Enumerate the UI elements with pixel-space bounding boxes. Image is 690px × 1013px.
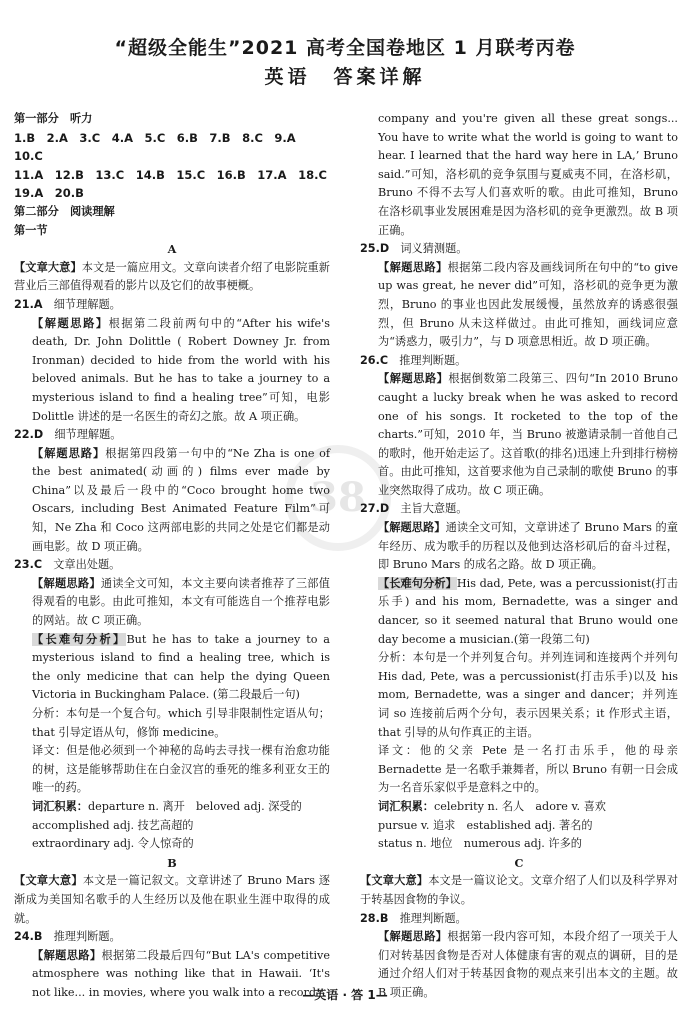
page-header (0, 36, 690, 92)
q25-explanation: 【解题思路】根据第二段内容及画线词所在句中的“to give up was great, he never did”可知，洛杉矶的竞争更为激烈，Bruno 的事业也因此发展缓慢，虽然放弃的诱惑很强烈，但 Bruno 从未这样做过。由此可推知，画线词应意为“诱惑力，吸引力”，与 D 项意思相近。故 D 项正确。 (378, 260, 678, 349)
passage-a-label: A (167, 242, 177, 257)
question-28: 28.B 推理判断题。 (360, 911, 467, 925)
page-title: “超级全能生”2021 高考全国卷地区 1 月联考丙卷 (114, 37, 576, 59)
translation-b: 译文：他的父亲 Pete 是一名打击乐手，他的母亲 Bernadette 是一名歌手兼舞者，所以 Bruno 有朝一日会成为一名音乐家似乎是意料之中的。 (378, 744, 678, 795)
q22-explanation: 【解题思路】根据第四段第一句中的“Ne Zha is one of the best animated(动画的) films ever made by China”以及最后一段中的“Coco brought home two Oscars, including Best Animated Feature Film”可知，Ne Zha 和 Coco 这两部电影的共同之处是它们都是动画电影。故 D 项正确。 (32, 446, 330, 553)
section1-title: 第一节 (14, 223, 48, 237)
q26-explanation: 【解题思路】根据倒数第二段第三、四句“In 2010 Bruno caught a lucky break when he was asked to record one of his songs. It rocketed to the top of the charts.”可知，2010 年，当 Bruno 被邀请录制一首他自己的歌时，他开始走运了。这首歌(的排名)迅速上升到排行榜榜首。由此可推知，这首要求他为自己录制的歌使 Bruno 的事业突然取得了成功。故 C 项正确。 (378, 372, 678, 497)
passage-a-summary: 【文章大意】本文是一篇应用文。文章向读者介绍了电影院重新营业后三部值得观看的影片以及它们的故事梗概。 (14, 260, 330, 293)
q28-explanation: 【解题思路】根据第一段内容可知，本段介绍了一项关于人们对转基因食物是否对人体健康有害的观点的调研，目的是通过介绍人们对于转基因食物的观点来引出本文的主题。故 B 项正确。 (378, 930, 678, 999)
answer-row: 11.A 12.B 13.C 14.B 15.C 16.B 17.A 18.C (14, 167, 327, 182)
q23-explanation: 【解题思路】通读全文可知，本文主要向读者推荐了三部值得观看的电影。由此可推知，本文有可能选自一个推荐电影的网站。故 C 项正确。 (32, 576, 330, 628)
q24-explanation-cont: company and you're given all these great songs... You have to write what the world is going to want to hear. I learned that the hard way here in LA,’ Bruno said.”可知，洛杉矶的竞争氛围与夏威夷不同，在洛杉矶，Bruno 不得不去写人们喜欢听的歌。由此可推知，Bruno 在洛杉矶事业发展困难是因为洛杉矶的竞争更激烈。故 B 项正确。 (378, 112, 678, 237)
question-24: 24.B 推理判断题。 (14, 930, 121, 944)
translation-a: 译文：但是他必须到一个神秘的岛屿去寻找一棵有治愈功能的树，这是能够帮助住在白金汉宫的垂死的维多利亚女王的唯一的药。 (32, 744, 330, 795)
answer-row: 19.A 20.B (14, 186, 84, 201)
passage-c-label: C (514, 855, 524, 870)
long-sentence-analysis-b: 【长难句分析】His dad, Pete, was a percussionist(打击乐手) and his mom, Bernadette, was a singer and dancer, so it seemed natural that Bruno would one day become a musician.(第一段第二句) (378, 576, 678, 646)
watermark-logo: 38 (285, 445, 391, 551)
analysis-a: 分析：本句是一个复合句。which 引导非限制性定语从句；that 引导定语从句，修饰 medicine。 (32, 707, 330, 739)
analysis-b: 分析：本句是一个并列复合句。并列连词和连接两个并列句 His dad, Pete, was a percussionist(打击乐手)以及 his mom, Bernadette, was a singer and dancer；并列连词 so 连接前后两个分句，表示因果关系；it 作形式主语，that 引导的从句作真正的主语。 (378, 651, 678, 739)
question-25: 25.D 词义猜测题。 (360, 242, 468, 256)
vocab-box-a: 词汇积累：departure n. 离开 beloved adj. 深受的 accomplished adj. 技艺高超的 extraordinary adj. 令人惊奇的 (32, 799, 302, 851)
long-sentence-analysis-a: 【长难句分析】But he has to take a journey to a mysterious island to find a healing tree, which is the only medicine that can help the dying Queen Victoria in Buckingham Palace. (第二段最后一句) (32, 632, 330, 702)
page-subtitle: 英语 答案详解 (264, 66, 426, 88)
q21-explanation: 【解题思路】根据第二段前两句中的“After his wife's death, Dr. John Dolittle ( Robert Downey Jr. from Ironman) decided to hide from the world with his beloved animals. But he has to take a journey to a mysterious island to find a healing tree”可知，电影 Dolittle 讲述的是一名医生的奇幻之旅。故 A 项正确。 (32, 316, 330, 423)
passage-b-label: B (167, 855, 177, 870)
question-26: 26.C 推理判断题。 (360, 353, 467, 367)
right-column (360, 110, 678, 1003)
question-21: 21.A 细节理解题。 (14, 297, 121, 311)
question-27: 27.D 主旨大意题。 (360, 502, 468, 516)
question-23: 23.C 文章出处题。 (14, 558, 121, 572)
answer-row: 1.B 2.A 3.C 4.A 5.C 6.B 7.B 8.C 9.A 10.C (14, 130, 308, 164)
passage-b-summary: 【文章大意】本文是一篇记叙文。文章讲述了 Bruno Mars 逐渐成为美国知名歌手的人生经历以及他在职业生涯中取得的成就。 (14, 874, 330, 925)
part2-title: 第二部分 阅读理解 (14, 204, 115, 218)
passage-c-summary: 【文章大意】本文是一篇议论文。文章介绍了人们以及科学界对于转基因食物的争议。 (360, 874, 678, 906)
left-column (14, 110, 330, 1003)
q27-explanation: 【解题思路】通读全文可知，文章讲述了 Bruno Mars 的童年经历、成为歌手的历程以及他到达洛杉矶后的奋斗过程，即 Bruno Mars 的成名之路。故 D 项正确。 (378, 521, 678, 572)
page-footer: —英语 · 答 1— (302, 988, 388, 1002)
q24-explanation: 【解题思路】根据第二段最后四句“But LA's competitive atmosphere was nothing like that in Hawaii. ‘It's not like... in movies, where you walk into a record (32, 948, 330, 999)
question-22: 22.D 细节理解题。 (14, 428, 122, 442)
part1-title: 第一部分 听力 (14, 112, 93, 125)
vocab-box-b: 词汇积累：celebrity n. 名人 adore v. 喜欢 pursue v. 追求 established adj. 著名的 status n. 地位 numerous adj. 许多的 (378, 799, 606, 851)
